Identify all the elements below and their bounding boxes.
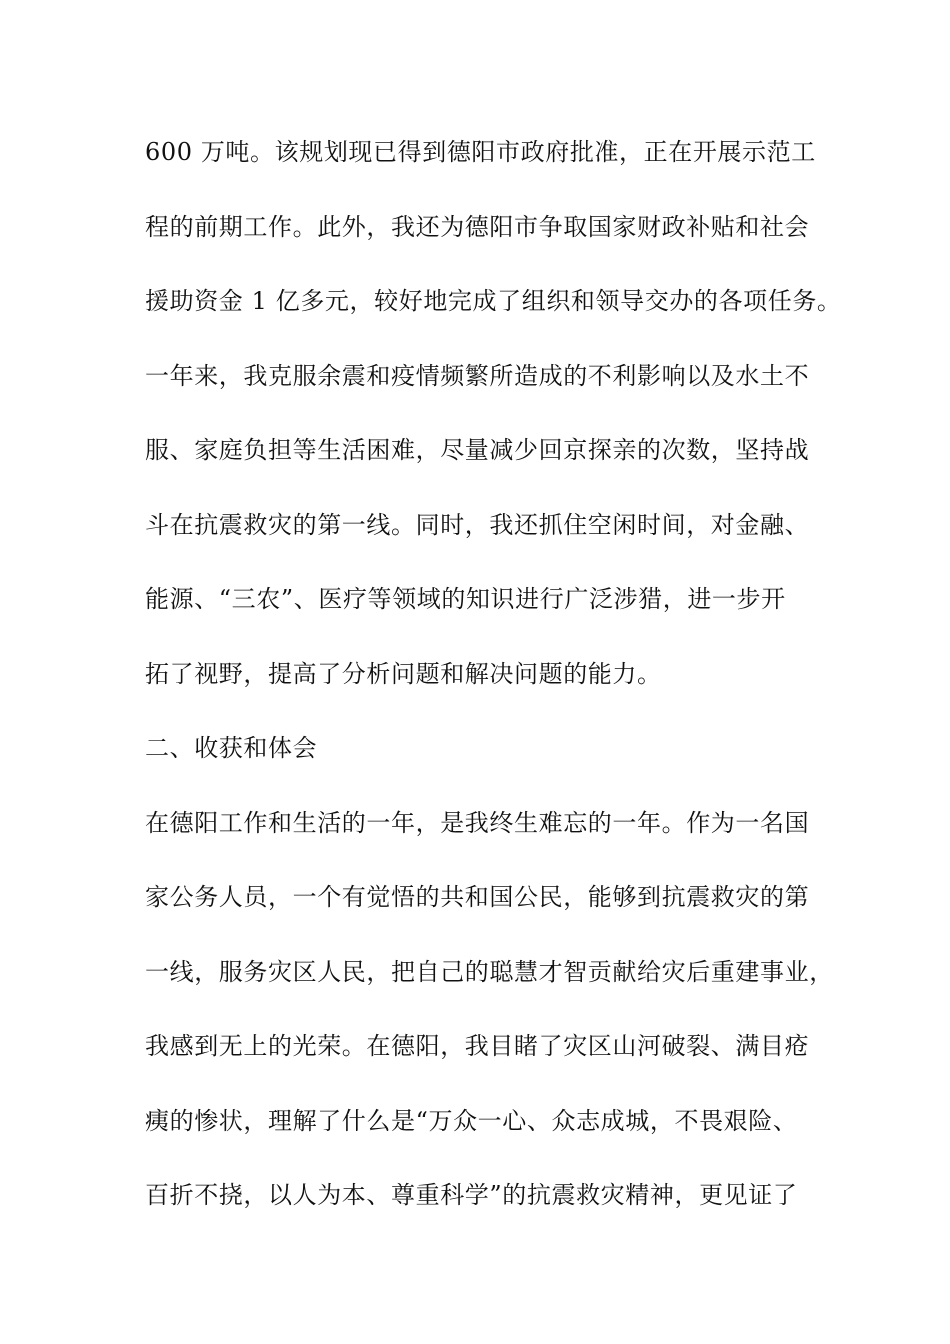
text-line: 百折不挠，以人为本、尊重科学”的抗震救灾精神，更见证了: [145, 1181, 798, 1209]
text-line: 在德阳工作和生活的一年，是我终生难忘的一年。作为一名国: [145, 808, 810, 837]
text-line: 我感到无上的光荣。在德阳，我目睹了灾区山河破裂、满目疮: [145, 1032, 810, 1060]
text-line: 家公务人员，一个有觉悟的共和国公民，能够到抗震救灾的第: [145, 883, 810, 911]
text-line: 能源、“三农”、医疗等领域的知识进行广泛涉猎，进一步开: [145, 585, 786, 613]
section-heading: 二、收获和体会: [145, 734, 318, 762]
document-body: [145, 135, 845, 1253]
text-line: 拓了视野，提高了分析问题和解决问题的能力。: [145, 659, 662, 688]
text-line: 600 万吨。该规划现已得到德阳市政府批准，正在开展示范工: [145, 138, 816, 166]
text-line: 援助资金 1 亿多元，较好地完成了组织和领导交办的各项任务。: [145, 287, 842, 315]
text-line: 程的前期工作。此外，我还为德阳市争取国家财政补贴和社会: [145, 212, 810, 241]
text-line: 斗在抗震救灾的第一线。同时，我还抓住空闲时间，对金融、: [145, 510, 810, 539]
text-line: 服、家庭负担等生活困难，尽量减少回京探亲的次数，坚持战: [145, 436, 810, 464]
text-line: 痍的惨状，理解了什么是“万众一心、众志成城，不畏艰险、: [145, 1106, 798, 1135]
text-line: 一年来，我克服余震和疫情频繁所造成的不利影响以及水土不: [145, 361, 810, 390]
text-line: 一线，服务灾区人民，把自己的聪慧才智贡献给灾后重建事业，: [145, 957, 834, 986]
